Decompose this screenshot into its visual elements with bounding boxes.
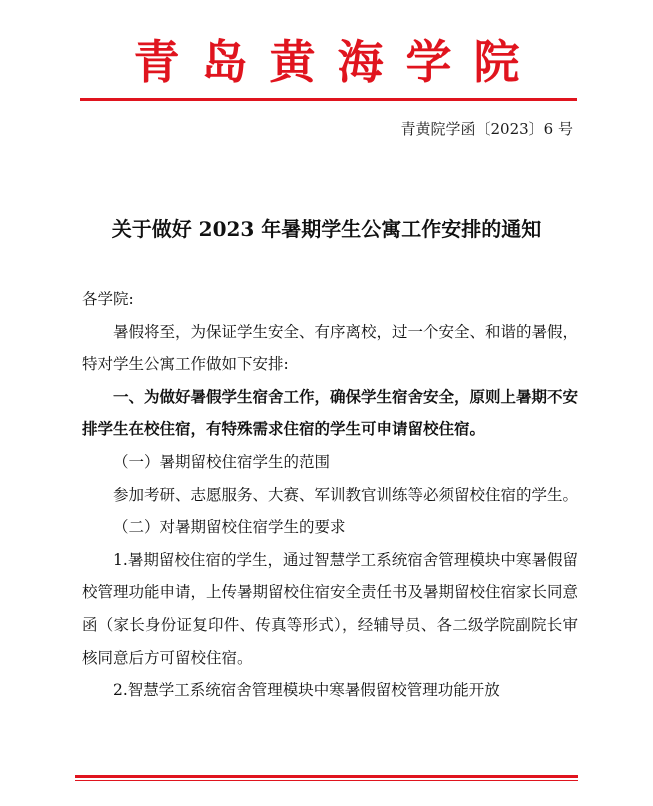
item-1-paragraph: 1.暑期留校住宿的学生，通过智慧学工系统宿舍管理模块中寒暑假留校管理功能申请，上传暑期留校住宿安全责任书及暑期留校住宿家长同意函（家长身份证复印件、传真等形式），经辅导员、各二级学院副院长审核同意后方可留校住宿。 [82, 550, 579, 667]
letterhead-red-rule [80, 98, 577, 101]
subsection-1-heading: （一）暑期留校住宿学生的范围 [113, 452, 331, 471]
item-2-paragraph: 2.智慧学工系统宿舍管理模块中寒暑假留校管理功能开放 [113, 681, 500, 700]
footer-red-rule-thin [75, 780, 578, 781]
document-number: 青黄院学函〔2023〕6 号 [400, 120, 573, 138]
intro-paragraph: 暑假将至，为保证学生安全、有序离校，过一个安全、和谐的暑假，特对学生公寓工作做如下安排: [82, 322, 579, 374]
section-1-paragraph: 一、为做好暑假学生宿舍工作，确保学生宿舍安全，原则上暑期不安排学生在校住宿，有特殊需求住宿的学生可申请留校住宿。 [82, 387, 579, 439]
document-title: 关于做好 2023 年暑期学生公寓工作安排的通知 [111, 217, 542, 241]
footer-red-rule-thick [75, 775, 578, 778]
letterhead-org-name: 青岛黄海学院 [133, 35, 542, 89]
subsection-2-heading: （二）对暑期留校住宿学生的要求 [113, 518, 346, 537]
document-body [82, 283, 578, 707]
salutation: 各学院: [82, 290, 134, 308]
subsection-1-paragraph: 参加考研、志愿服务、大赛、军训教官训练等必须留校住宿的学生。 [113, 485, 579, 504]
